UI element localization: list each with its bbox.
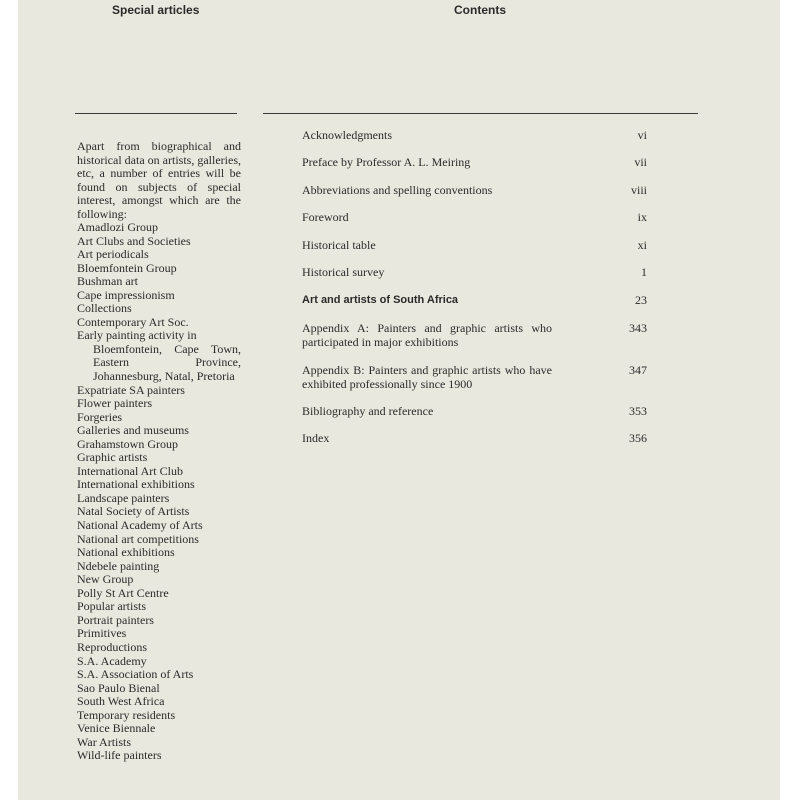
toc-page-number: 353 — [629, 404, 647, 418]
list-item: National exhibitions — [77, 545, 175, 560]
list-item: South West Africa — [77, 694, 165, 709]
toc-page-number: 343 — [629, 321, 647, 335]
list-item: Landscape painters — [77, 490, 170, 505]
toc-title: Appendix A: Painters and graphic artists who participated in major exhibitions — [302, 321, 552, 349]
list-item: Polly St Art Centre — [77, 585, 169, 600]
list-item: Portrait painters — [77, 612, 154, 627]
list-item: S.A. Association of Arts — [77, 667, 194, 682]
list-item: Galleries and museums — [77, 423, 189, 438]
toc-page-number: vii — [634, 155, 647, 169]
toc-page-number: 356 — [629, 431, 647, 445]
list-item: Natal Society of Artists — [77, 504, 190, 519]
toc-page-number: 347 — [629, 363, 647, 377]
list-item: War Artists — [77, 734, 132, 749]
toc-page-number: xi — [637, 238, 647, 252]
list-item: Sao Paulo Bienal — [77, 680, 160, 695]
toc-page-number: ix — [637, 210, 647, 224]
toc-title: Art and artists of South Africa — [302, 294, 459, 306]
list-item: Art periodicals — [77, 247, 149, 262]
list-item: Cape impressionism — [77, 287, 175, 302]
special-articles-list — [77, 221, 241, 763]
list-item: Bushman art — [77, 274, 138, 289]
list-item: Wild-life painters — [77, 748, 162, 763]
list-item: Forgeries — [77, 409, 123, 424]
list-item: Venice Biennale — [77, 721, 156, 736]
list-item: S.A. Academy — [77, 653, 147, 668]
list-item-sub — [77, 343, 241, 384]
special-articles-heading: Special articles — [112, 3, 200, 17]
toc-page-number: viii — [630, 183, 647, 197]
list-item: Ndebele painting — [77, 558, 160, 573]
contents-heading: Contents — [454, 3, 506, 17]
list-item: Grahamstown Group — [77, 436, 178, 451]
toc-page-number: vi — [637, 128, 647, 142]
list-item: Collections — [77, 301, 132, 316]
toc-page-number: 1 — [641, 265, 647, 279]
list-item: National art competitions — [77, 531, 199, 546]
toc-title: Appendix B: Painters and graphic artists who have exhibited professionally since 1900 — [302, 363, 552, 391]
list-item: Amadlozi Group — [77, 220, 158, 234]
book-page — [18, 0, 780, 800]
toc-title: Historical table — [302, 238, 376, 252]
toc-title: Historical survey — [302, 265, 385, 279]
list-item: Graphic artists — [77, 450, 148, 465]
list-item: Flower painters — [77, 396, 152, 411]
list-item — [77, 519, 241, 533]
right-divider — [263, 113, 698, 114]
list-item: Primitives — [77, 626, 127, 641]
list-subitems: Bloemfontein, Cape Town, Eastern Province, Johannesburg, Natal, Pretoria — [93, 341, 241, 384]
toc-title: Acknowledgments — [302, 128, 392, 142]
toc-title: Abbreviations and spelling conventions — [302, 183, 493, 197]
list-item: Popular artists — [77, 599, 146, 614]
list-item-text: National Academy of Arts — [77, 518, 203, 533]
list-item: Bloemfontein Group — [77, 260, 177, 275]
toc-page-number: 23 — [635, 293, 647, 307]
toc-title: Index — [302, 431, 330, 445]
toc-title: Preface by Professor A. L. Meiring — [302, 155, 471, 169]
list-item: New Group — [77, 572, 134, 587]
list-item: International exhibitions — [77, 477, 195, 492]
list-item: International Art Club — [77, 463, 183, 478]
list-item: Art Clubs and Societies — [77, 233, 191, 248]
toc-title: Bibliography and reference — [302, 404, 434, 418]
list-item: Expatriate SA painters — [77, 382, 185, 397]
list-item: Contemporary Art Soc. — [77, 314, 189, 329]
left-divider — [75, 113, 237, 114]
toc-title: Foreword — [302, 210, 349, 224]
special-articles-intro: Apart from biographical and historical data on artists, galleries, etc, a number of entries will be found on subjects of special interest, amongst which are the following: — [77, 139, 241, 221]
list-item: Temporary residents — [77, 707, 176, 722]
list-item: Early painting activity in — [77, 328, 197, 343]
special-articles-column — [77, 128, 241, 763]
list-item: Reproductions — [77, 639, 147, 654]
